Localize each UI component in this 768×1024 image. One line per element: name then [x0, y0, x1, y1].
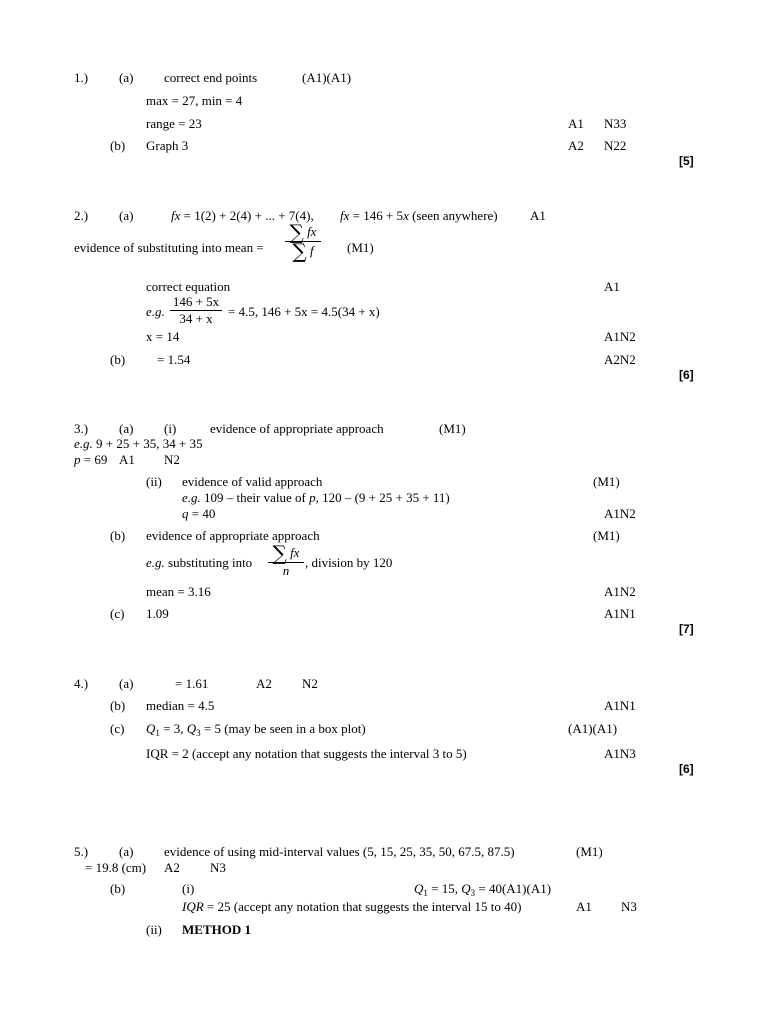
q3-p-marks: A1 [119, 452, 135, 467]
q2-eq-rest: = 4.5, 146 + 5x = 4.5(34 + x) [228, 304, 380, 319]
q5-number: 5.) [74, 844, 89, 859]
q3-eg-line: e.g. 9 + 25 + 35, 34 + 35 [74, 436, 203, 451]
q5-mean-n: N3 [210, 860, 226, 875]
q3-p-n: N2 [164, 452, 180, 467]
q4-quartiles: $Q_1 = 3$, $Q_3 = 5$ (may be seen in a box plot) [146, 721, 366, 738]
q3-c-marks: A1N1 [604, 606, 636, 621]
q2-eg: e.g. [146, 304, 165, 319]
q3-part-ii: (ii) [146, 474, 162, 489]
q3-mean-fraction: ∑ fx n [268, 545, 304, 578]
q2-total: [6] [679, 368, 694, 382]
q3-mean: mean = 3.16 [146, 584, 211, 599]
q4-part-b: (b) [110, 698, 126, 713]
q3-ii-text: evidence of valid approach [182, 474, 323, 489]
q5-part-b: (b) [110, 881, 126, 896]
q5-mean: = 19.8 (cm) [85, 860, 147, 875]
q3-total: [7] [679, 622, 694, 636]
q4-total: [6] [679, 762, 694, 776]
q1-range-n: N33 [604, 116, 627, 131]
q5-part-i: (i) [182, 881, 195, 896]
q3-b-eg-post: , division by 120 [305, 555, 393, 570]
q4-b-text: median = 4.5 [146, 698, 215, 713]
q5-a-marks: (M1) [576, 844, 603, 859]
q5-iqr-n: N3 [621, 899, 637, 914]
q3-part-a: (a) [119, 421, 134, 436]
q5-method-heading: METHOD 1 [182, 922, 251, 937]
q2-eq-fraction: 146 + 5x 34 + x [170, 295, 222, 326]
q3-mean-marks: A1N2 [604, 584, 636, 599]
q3-p-result: p = 69 [74, 452, 108, 467]
q4-part-a: (a) [119, 676, 134, 691]
q1-range-marks: A1 [568, 116, 584, 131]
q4-number: 4.) [74, 676, 89, 691]
q2-x-result: x = 14 [146, 329, 180, 344]
q5-part-a: (a) [119, 844, 134, 859]
q5-a-text: evidence of using mid-interval values (5, 15, 25, 35, 50, 67.5, 87.5) [164, 844, 515, 859]
q4-a-n: N2 [302, 676, 318, 691]
q3-c-text: 1.09 [146, 606, 169, 621]
q3-b-eg: e.g. substituting into [146, 555, 253, 570]
q4-iqr-marks: A1N3 [604, 746, 636, 761]
q2-fx-sum: fx = 1(2) + 2(4) + ... + 7(4), [171, 208, 314, 223]
q3-part-i: (i) [164, 421, 177, 436]
q3-number: 3.) [74, 421, 89, 436]
q3-ii-marks: (M1) [593, 474, 620, 489]
q3-part-c: (c) [110, 606, 125, 621]
q3-q-marks: A1N2 [604, 506, 636, 521]
q1-part-a: (a) [119, 70, 134, 85]
q1-b-text: Graph 3 [146, 138, 189, 153]
q5-mean-marks: A2 [164, 860, 180, 875]
q2-eq-marks: A1 [604, 279, 620, 294]
q3-i-text: evidence of appropriate approach [210, 421, 384, 436]
q5-quartiles: $Q_1 = 15$, $Q_3 = 40(A1)(A1)$ [414, 881, 552, 898]
q2-part-b: (b) [110, 352, 126, 367]
q1-a-marks: (A1)(A1) [302, 70, 352, 85]
q1-number: 1.) [74, 70, 89, 85]
q3-b-text: evidence of appropriate approach [146, 528, 320, 543]
q2-mean-marks: (M1) [347, 240, 374, 255]
q3-ii-eg: e.g. 109 – their value of p, 120 – (9 + 25 + 35 + 11) [182, 490, 450, 505]
q5-iqr: IQR = 25 (accept any notation that suggests the interval 15 to 40) [182, 899, 522, 914]
q3-b-marks: (M1) [593, 528, 620, 543]
q4-a-marks: A2 [256, 676, 272, 691]
q1-b-marks: A2 [568, 138, 584, 153]
q1-range: range = 23 [146, 116, 202, 131]
q3-part-b: (b) [110, 528, 126, 543]
q2-number: 2.) [74, 208, 89, 223]
q3-q-result: q = 40 [182, 506, 216, 521]
q2-x-marks: A1N2 [604, 329, 636, 344]
q2-fx-expression: fx = 146 + 5x (seen anywhere) [340, 208, 498, 223]
q1-part-b: (b) [110, 138, 126, 153]
q4-part-c: (c) [110, 721, 125, 736]
q5-iqr-marks: A1 [576, 899, 592, 914]
q1-total: [5] [679, 154, 694, 168]
q2-eq-text: correct equation [146, 279, 231, 294]
q2-fx-marks: A1 [530, 208, 546, 223]
q4-c-marks: (A1)(A1) [568, 721, 618, 736]
q4-iqr: IQR = 2 (accept any notation that suggests the interval 3 to 5) [146, 746, 467, 761]
q2-part-a: (a) [119, 208, 134, 223]
q4-b-marks: A1N1 [604, 698, 636, 713]
q1-maxmin: max = 27, min = 4 [146, 93, 243, 108]
q3-i-marks: (M1) [439, 421, 466, 436]
q2-b-text: = 1.54 [157, 352, 191, 367]
q2-b-marks: A2N2 [604, 352, 636, 367]
q4-a-text: = 1.61 [175, 676, 209, 691]
q2-mean-fraction: ∑ fx ∑ f [285, 224, 321, 259]
q1-b-n: N22 [604, 138, 627, 153]
q5-part-ii: (ii) [146, 922, 162, 937]
q1-a-text: correct end points [164, 70, 258, 85]
q2-mean-text: evidence of substituting into mean = [74, 240, 264, 255]
